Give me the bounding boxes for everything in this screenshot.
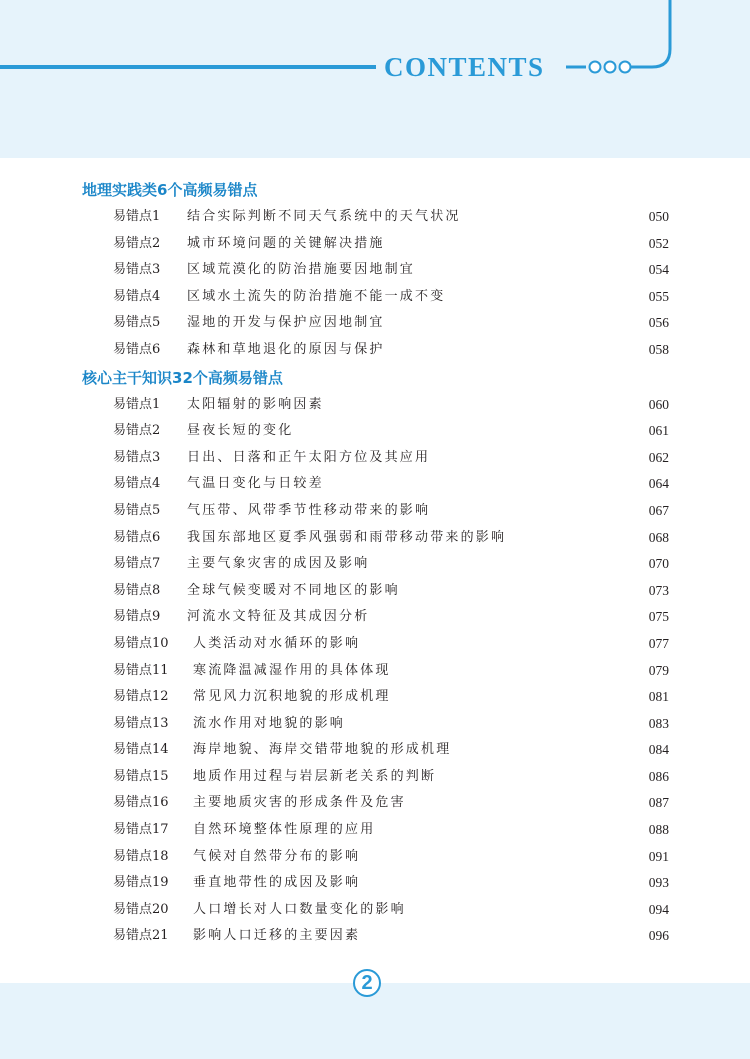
entry-title: 气候对自然带分布的影响 [193,848,361,864]
header-ring-icon [590,62,601,73]
entry-title: 湿地的开发与保护应因地制宜 [187,315,385,331]
entry-title: 气温日变化与日较差 [187,476,324,492]
toc-entry[interactable] [0,310,750,337]
entry-number: 易错点7 [113,556,161,572]
header-ring-icon [620,62,631,73]
entry-page: 077 [648,635,669,651]
toc-entry[interactable] [0,631,750,658]
entry-page: 086 [648,768,669,784]
entry-title: 海岸地貌、海岸交错带地貌的形成机理 [193,742,452,758]
toc-entry[interactable] [0,897,750,924]
entry-number: 易错点18 [113,848,169,864]
entry-page: 054 [648,262,669,278]
entry-number: 易错点6 [113,529,161,545]
table-of-contents [0,176,750,950]
header-ring-icon [605,62,616,73]
entry-page: 056 [648,315,669,331]
entry-number: 易错点15 [113,768,169,784]
toc-entry[interactable] [0,658,750,685]
entry-number: 易错点1 [113,396,161,412]
entry-title: 区域水土流失的防治措施不能一成不变 [187,288,446,304]
toc-entry[interactable] [0,684,750,711]
entry-page: 075 [648,609,669,625]
entry-number: 易错点20 [113,901,169,917]
entry-page: 091 [648,848,669,864]
entry-page: 068 [648,529,669,545]
entry-title: 城市环境问题的关键解决措施 [187,235,385,251]
entry-page: 083 [648,715,669,731]
entry-number: 易错点5 [113,315,161,331]
entry-number: 易错点3 [113,262,161,278]
entry-title: 流水作用对地貌的影响 [193,715,346,731]
entry-title: 全球气候变暖对不同地区的影响 [187,582,400,598]
entry-title: 结合实际判断不同天气系统中的天气状况 [187,209,461,224]
entry-page: 050 [648,209,669,224]
entry-page: 064 [648,476,669,492]
toc-entry[interactable] [0,844,750,871]
page-title: CONTENTS [384,52,545,82]
entry-page: 087 [648,795,669,811]
entry-page: 060 [648,396,669,412]
entry-title: 我国东部地区夏季风强弱和雨带移动带来的影响 [187,529,507,545]
toc-entry[interactable] [0,418,750,445]
header-corner-hook [631,0,670,67]
entry-title: 主要地质灾害的形成条件及危害 [193,795,406,811]
toc-entry[interactable] [0,578,750,605]
entry-number: 易错点11 [113,662,169,678]
entry-number: 易错点14 [113,742,169,758]
entry-title: 垂直地带性的成因及影响 [193,875,361,891]
toc-entry[interactable] [0,284,750,311]
entry-number: 易错点4 [113,288,161,304]
entry-page: 096 [648,928,669,944]
toc-entry[interactable] [0,551,750,578]
toc-entry[interactable] [0,870,750,897]
entry-number: 易错点13 [113,715,169,731]
toc-entry[interactable] [0,231,750,258]
entry-title: 气压带、风带季节性移动带来的影响 [187,502,431,518]
entry-title: 地质作用过程与岩层新老关系的判断 [193,768,437,784]
toc-entry[interactable] [0,604,750,631]
entry-title: 河流水文特征及其成因分析 [187,609,370,625]
entry-number: 易错点10 [113,635,169,651]
section-heading: 核心主干知识32个高频易错点 [82,368,283,387]
toc-entry[interactable] [0,817,750,844]
toc-entry[interactable] [0,737,750,764]
entry-title: 人口增长对人口数量变化的影响 [193,901,406,917]
entry-page: 052 [648,235,669,251]
page-number: 2 [361,972,373,994]
entry-number: 易错点12 [113,689,169,705]
entry-number: 易错点4 [113,476,161,492]
entry-page: 062 [648,449,669,465]
toc-entry[interactable] [0,257,750,284]
entry-number: 易错点3 [113,449,161,465]
toc-entry[interactable] [0,337,750,364]
entry-title: 森林和草地退化的原因与保护 [187,341,385,357]
toc-entry[interactable] [0,445,750,472]
toc-entry[interactable] [0,525,750,552]
entry-number: 易错点17 [113,822,169,838]
entry-page: 093 [648,875,669,891]
entry-page: 094 [648,901,669,917]
entry-page: 084 [648,742,669,758]
toc-entry[interactable] [0,498,750,525]
entry-number: 易错点16 [113,795,169,811]
toc-entry[interactable] [0,204,750,231]
entry-number: 易错点1 [113,209,161,224]
entry-page: 070 [648,556,669,572]
entry-title: 自然环境整体性原理的应用 [193,822,376,838]
entry-title: 主要气象灾害的成因及影响 [187,556,370,572]
entry-number: 易错点2 [113,423,161,439]
entry-title: 昼夜长短的变化 [187,423,294,439]
entry-title: 影响人口迁移的主要因素 [193,928,361,944]
entry-title: 常见风力沉积地貌的形成机理 [193,689,391,705]
entry-number: 易错点8 [113,582,161,598]
entry-page: 081 [648,689,669,705]
toc-entry[interactable] [0,790,750,817]
toc-entry[interactable] [0,711,750,738]
entry-title: 区域荒漠化的防治措施要因地制宜 [187,262,416,278]
entry-title: 人类活动对水循环的影响 [193,635,361,651]
entry-page: 079 [648,662,669,678]
entry-page: 058 [648,341,669,357]
entry-title: 寒流降温减湿作用的具体体现 [193,662,391,678]
entry-title: 日出、日落和正午太阳方位及其应用 [187,449,431,465]
toc-entry[interactable] [0,923,750,950]
page-number-badge [353,969,381,997]
entry-number: 易错点5 [113,502,161,518]
entry-title: 太阳辐射的影响因素 [187,396,324,412]
entry-number: 易错点21 [113,928,169,944]
toc-entry[interactable] [0,392,750,419]
entry-number: 易错点9 [113,609,161,625]
section-heading: 地理实践类6个高频易错点 [82,181,258,199]
entry-page: 073 [648,582,669,598]
toc-entry[interactable] [0,471,750,498]
entry-page: 061 [648,423,669,439]
entry-number: 易错点2 [113,235,161,251]
toc-entry[interactable] [0,764,750,791]
header-decoration [0,0,750,160]
entry-page: 067 [648,502,669,518]
entry-number: 易错点19 [113,875,169,891]
entry-number: 易错点6 [113,341,161,357]
entry-page: 088 [648,822,669,838]
entry-page: 055 [648,288,669,304]
